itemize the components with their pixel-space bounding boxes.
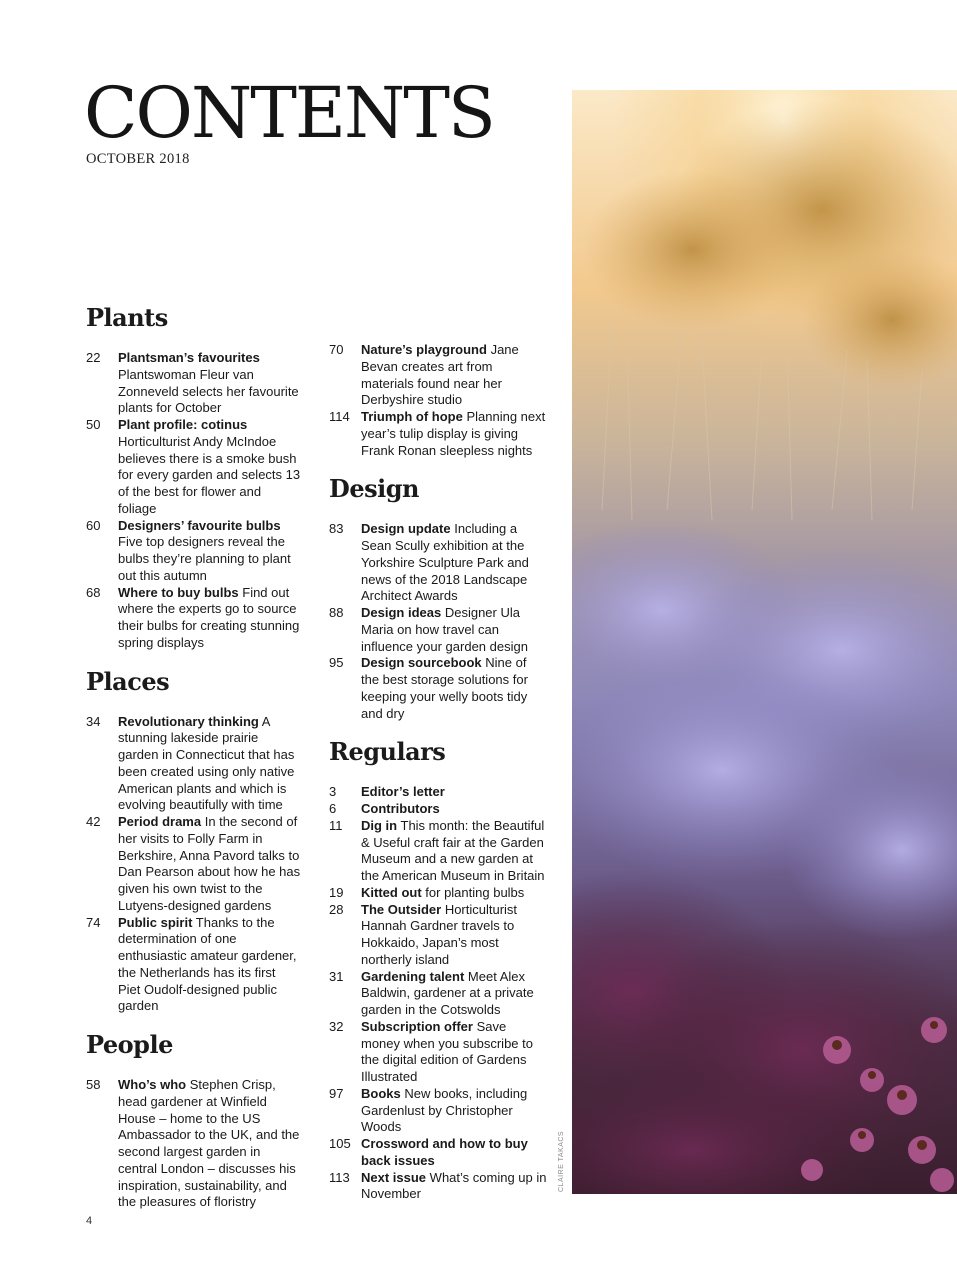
entry-title: Gardening talent bbox=[361, 968, 465, 984]
places-list bbox=[86, 714, 301, 1016]
garden-photo bbox=[572, 90, 957, 1194]
entry-title: Triumph of hope bbox=[361, 409, 463, 424]
plants-list bbox=[86, 350, 301, 652]
entry-description: Find out where the experts go to source their bulbs for creating stunning spring displays bbox=[118, 584, 300, 650]
list-item[interactable] bbox=[329, 969, 547, 1019]
section-heading-places: Places bbox=[86, 666, 170, 696]
entry-title: Plant profile: cotinus bbox=[118, 417, 248, 432]
list-item[interactable] bbox=[86, 714, 301, 815]
section-heading-plants: Plants bbox=[86, 303, 168, 332]
entry-description: Plantswoman Fleur van Zonneveld selects her favourite plants for October bbox=[118, 366, 299, 416]
entry-page-number: 68 bbox=[86, 584, 101, 600]
entry-page-number: 11 bbox=[329, 817, 343, 833]
entry-title: Design update bbox=[361, 521, 451, 537]
entry-description: Horticulturist Andy McIndoe believes there is a smoke bush for every garden and selects 13 of the best for flower and foliage bbox=[118, 433, 301, 516]
entry-page-number: 114 bbox=[329, 409, 350, 424]
entry-title: Nature’s playground bbox=[361, 342, 487, 357]
entry-page-number: 3 bbox=[329, 784, 337, 800]
entry-description: Designer Ula Maria on how travel can influence your garden design bbox=[361, 605, 528, 654]
garden-photo-illustration bbox=[572, 90, 957, 1194]
list-item[interactable] bbox=[329, 1086, 547, 1136]
list-item[interactable] bbox=[329, 818, 547, 885]
contents-column-right bbox=[329, 342, 547, 1203]
list-item[interactable] bbox=[86, 518, 301, 585]
entry-description: for planting bulbs bbox=[425, 884, 525, 900]
entry-description: Thanks to the determination of one enthusiastic amateur gardener, the Netherlands has its first Piet Oudolf-designed public garden bbox=[118, 914, 297, 1014]
entry-description: Nine of the best storage solutions for keeping your welly boots tidy and dry bbox=[361, 655, 528, 721]
entry-page-number: 32 bbox=[329, 1018, 344, 1034]
entry-title: Crossword and how to buy back issues bbox=[361, 1136, 528, 1168]
issue-date: OCTOBER 2018 bbox=[86, 151, 190, 167]
entry-description: Five top designers reveal the bulbs they’re planning to plant out this autumn bbox=[118, 534, 291, 583]
entry-description: Jane Bevan creates art from materials found near her Derbyshire studio bbox=[361, 342, 519, 408]
list-item[interactable] bbox=[329, 1019, 547, 1086]
entry-title: Dig in bbox=[361, 817, 398, 833]
list-item[interactable] bbox=[329, 784, 547, 801]
entry-page-number: 6 bbox=[329, 801, 337, 816]
list-item[interactable] bbox=[86, 417, 301, 518]
entry-page-number: 34 bbox=[86, 713, 101, 729]
entry-page-number: 42 bbox=[86, 814, 101, 829]
entry-description: This month: the Beautiful & Useful craft fair at the Garden Museum and a new garden at the American Museum in Britain bbox=[361, 817, 545, 883]
list-item[interactable] bbox=[86, 814, 301, 915]
entry-description: New books, including Gardenlust by Christopher Woods bbox=[361, 1085, 528, 1135]
entry-title: Subscription offer bbox=[361, 1018, 473, 1034]
entry-page-number: 105 bbox=[329, 1136, 351, 1151]
entry-description: Stephen Crisp, head gardener at Winfield House – home to the US Ambassador to the UK, and the second largest garden in central London – discusses his inspiration, sustainability, and the pleasures of floristry bbox=[118, 1077, 300, 1210]
list-item[interactable] bbox=[329, 885, 547, 902]
section-heading-regulars: Regulars bbox=[329, 737, 446, 767]
photo-credit: CLAIRE TAKACS bbox=[558, 1130, 565, 1192]
entry-description: Including a Sean Scully exhibition at the Yorkshire Sculpture Park and news of the 2018 Landscape Architect Awards bbox=[361, 521, 529, 604]
entry-page-number: 19 bbox=[329, 884, 344, 900]
entry-title: Design ideas bbox=[361, 605, 442, 620]
list-item[interactable] bbox=[329, 521, 547, 605]
entry-page-number: 83 bbox=[329, 521, 344, 537]
list-item[interactable] bbox=[329, 605, 547, 655]
entry-page-number: 74 bbox=[86, 914, 101, 930]
list-item[interactable] bbox=[86, 915, 301, 1016]
people-list bbox=[86, 1077, 301, 1211]
list-item[interactable] bbox=[86, 350, 301, 417]
design-list bbox=[329, 521, 547, 722]
entry-title: Next issue bbox=[361, 1169, 427, 1185]
entry-page-number: 22 bbox=[86, 350, 101, 365]
entry-title: Books bbox=[361, 1085, 401, 1101]
entry-title: Who’s who bbox=[118, 1077, 187, 1092]
entry-title: Designers’ favourite bulbs bbox=[118, 517, 281, 533]
list-item[interactable] bbox=[329, 409, 547, 459]
entry-title: Public spirit bbox=[118, 914, 193, 930]
regulars-list bbox=[329, 784, 547, 1203]
entry-description: In the second of her visits to Folly Farm in Berkshire, Anna Pavord talks to Dan Pearson about how he has given his own twist to the Lutyens-designed gardens bbox=[118, 814, 301, 913]
contents-column-left bbox=[86, 300, 301, 1211]
page-number: 4 bbox=[86, 1215, 93, 1227]
plants-list-continued bbox=[329, 342, 547, 459]
entry-title: Where to buy bulbs bbox=[118, 584, 239, 600]
entry-description: Meet Alex Baldwin, gardener at a private garden in the Cotswolds bbox=[361, 968, 534, 1017]
entry-title: Design sourcebook bbox=[361, 655, 482, 671]
entry-page-number: 113 bbox=[329, 1169, 350, 1185]
page-title: CONTENTS bbox=[84, 72, 494, 154]
entry-title: The Outsider bbox=[361, 901, 442, 917]
entry-title: Contributors bbox=[361, 801, 440, 816]
list-item[interactable] bbox=[329, 902, 547, 969]
list-item[interactable] bbox=[329, 655, 547, 722]
entry-page-number: 95 bbox=[329, 655, 344, 671]
entry-page-number: 70 bbox=[329, 342, 344, 357]
entry-description: A stunning lakeside prairie garden in Connecticut that has been created using only native American plants and which is evolving beautifully with time bbox=[118, 713, 295, 813]
list-item[interactable] bbox=[329, 1136, 547, 1170]
entry-title: Kitted out bbox=[361, 884, 422, 900]
entry-description: What’s coming up in November bbox=[361, 1169, 547, 1202]
entry-page-number: 58 bbox=[86, 1077, 101, 1092]
entry-title: Plantsman’s favourites bbox=[118, 350, 260, 365]
entry-page-number: 88 bbox=[329, 605, 344, 620]
list-item[interactable] bbox=[329, 342, 547, 409]
list-item[interactable] bbox=[329, 1170, 547, 1204]
list-item[interactable] bbox=[86, 1077, 301, 1211]
entry-page-number: 97 bbox=[329, 1085, 344, 1101]
entry-page-number: 31 bbox=[329, 968, 344, 984]
list-item[interactable] bbox=[329, 801, 547, 818]
entry-title: Editor’s letter bbox=[361, 784, 445, 800]
list-item[interactable] bbox=[86, 585, 301, 652]
entry-description: Planning next year’s tulip display is giving Frank Ronan sleepless nights bbox=[361, 409, 546, 458]
entry-page-number: 28 bbox=[329, 901, 344, 917]
section-heading-design: Design bbox=[329, 474, 419, 504]
entry-title: Period drama bbox=[118, 814, 202, 829]
entry-description: Horticulturist Hannah Gardner travels to Hokkaido, Japan’s most northerly island bbox=[361, 901, 518, 967]
section-heading-people: People bbox=[86, 1030, 173, 1059]
entry-description: Save money when you subscribe to the digital edition of Gardens Illustrated bbox=[361, 1018, 533, 1084]
entry-page-number: 60 bbox=[86, 517, 101, 533]
entry-page-number: 50 bbox=[86, 417, 101, 432]
entry-title: Revolutionary thinking bbox=[118, 713, 259, 729]
